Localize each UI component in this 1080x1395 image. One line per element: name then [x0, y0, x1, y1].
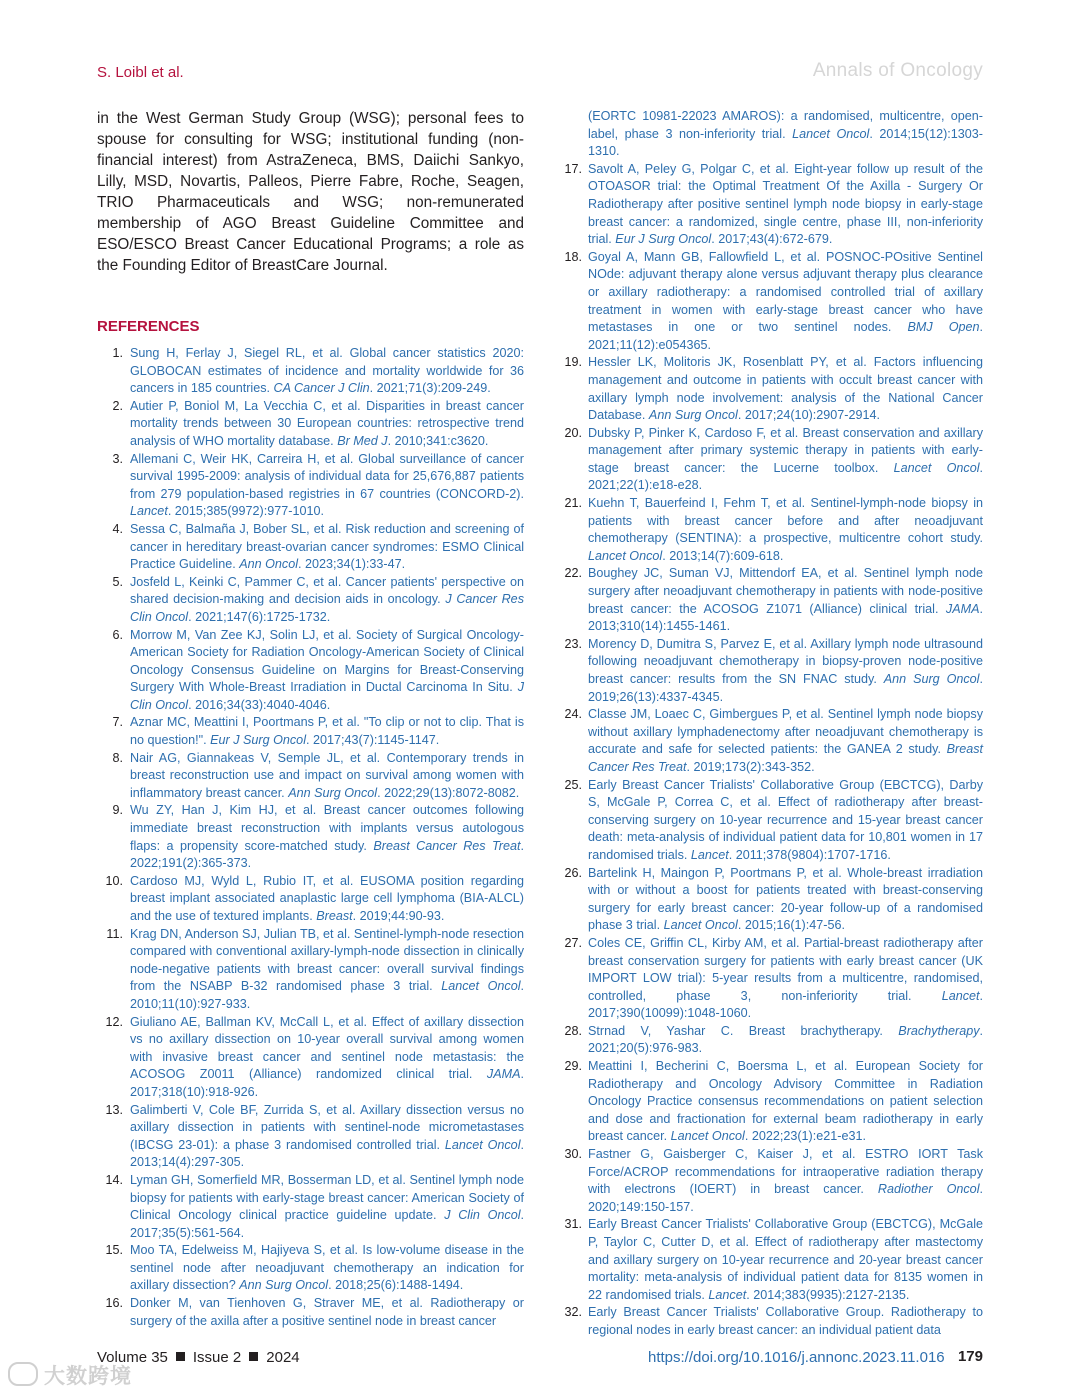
- reference-citation: . 2016;34(33):4040-4046.: [188, 697, 331, 712]
- reference-item[interactable]: [97, 345, 524, 398]
- references-heading: REFERENCES: [97, 318, 200, 335]
- reference-text: Autier P, Boniol M, La Vecchia C, et al. Disparities in breast cancer mortality trends between 30 European countries: retrospective trend analysis of WHO mortality database.: [130, 398, 524, 448]
- reference-number: 27.: [564, 935, 582, 950]
- reference-number: 22.: [564, 566, 582, 581]
- reference-list-right-items: [560, 161, 983, 1340]
- footer-volume: Volume 35: [97, 1349, 168, 1366]
- watermark-logo-icon: [8, 1362, 38, 1386]
- reference-item[interactable]: [97, 750, 524, 803]
- reference-text: Early Breast Cancer Trialists' Collaborative Group (EBCTCG), Darby S, McGale P, Correa C, et al. Effect of radiotherapy after breast-conserving surgery on 10-year recurrence and 15-year breast cancer death: meta-analysis of individual patient data for 10,801 women in 17 randomised trials.: [588, 777, 983, 862]
- reference-item[interactable]: [97, 627, 524, 715]
- reference-item[interactable]: [97, 574, 524, 627]
- reference-item[interactable]: [560, 161, 983, 249]
- reference-text: Coles CE, Griffin CL, Kirby AM, et al. Partial-breast radiotherapy after breast conservation surgery for patients with early breast cancer (UK IMPORT LOW trial): 5-year results from a multicentre, randomised, controlled, phase 3, non-inferiority trial.: [588, 935, 983, 1003]
- reference-citation: . 2019;44:90-93.: [352, 909, 445, 923]
- reference-citation: . 2022;191(2):365-373.: [130, 838, 524, 871]
- reference-item[interactable]: [560, 354, 983, 424]
- reference-item[interactable]: [97, 1172, 524, 1242]
- reference-journal: Br Med J: [337, 433, 388, 448]
- reference-citation: . 2021;11(12):e054365.: [588, 320, 983, 352]
- reference-number: 4.: [112, 521, 123, 536]
- reference-number: 30.: [564, 1147, 582, 1162]
- reference-number: 14.: [105, 1172, 123, 1187]
- reference-journal: BMJ Open: [907, 320, 980, 335]
- reference-item[interactable]: [560, 565, 983, 635]
- reference-text: Josfeld L, Keinki C, Pammer C, et al. Cancer patients' perspective on shared decision-making and decision aids in oncology.: [130, 574, 524, 607]
- reference-number: 20.: [564, 425, 582, 440]
- reference-citation: . 2013;310(14):1455-1461.: [588, 601, 983, 634]
- right-column: [560, 108, 983, 1340]
- page-number: 179: [957, 1348, 983, 1365]
- left-column: [97, 108, 524, 1330]
- reference-list-right: [560, 108, 983, 161]
- reference-item[interactable]: [97, 926, 524, 1014]
- square-bullet-icon: [249, 1352, 258, 1361]
- reference-item[interactable]: [560, 1058, 983, 1146]
- reference-number: 25.: [564, 777, 582, 792]
- reference-journal: Breast Cancer Res Treat: [373, 838, 521, 853]
- reference-citation: . 2022;23(1):e21-e31.: [744, 1129, 866, 1144]
- reference-journal: JAMA: [945, 601, 980, 616]
- reference-text: Cardoso MJ, Wyld L, Rubio IT, et al. EUSOMA position regarding breast implant associated anaplastic large cell lymphoma (BIA-ALCL) and the use of textured implants.: [130, 873, 524, 923]
- reference-item[interactable]: [97, 1295, 524, 1330]
- reference-item[interactable]: [97, 521, 524, 574]
- reference-citation: . 2017;390(10099):1048-1060.: [588, 988, 983, 1021]
- footer-doi-link[interactable]: https://doi.org/10.1016/j.annonc.2023.11.016: [648, 1349, 945, 1366]
- reference-citation: . 2019;173(2):343-352.: [686, 759, 815, 774]
- reference-item[interactable]: [560, 425, 983, 495]
- reference-journal: J Clin Oncol: [130, 680, 524, 712]
- footer-year: 2024: [266, 1349, 300, 1366]
- reference-item[interactable]: [560, 865, 983, 935]
- reference-number: 29.: [564, 1059, 582, 1074]
- reference-number: 12.: [105, 1014, 123, 1029]
- reference-item[interactable]: [560, 935, 983, 1023]
- reference-text: Early Breast Cancer Trialists' Collaborative Group (EBCTCG), McGale P, Taylor C, Cutter D, et al. Effect of radiotherapy after mastectomy and axillary surgery on 10-year recurrence and 20-year breast cancer mortality: meta-analysis of individual patient data for 8135 women in 22 randomised trials.: [588, 1217, 983, 1302]
- reference-citation: . 2015;16(1):47-56.: [737, 918, 845, 933]
- reference-journal: Radiother Oncol: [877, 1182, 980, 1197]
- reference-journal: Breast Cancer Res Treat: [588, 742, 983, 774]
- reference-text: Nair AG, Giannakeas V, Semple JL, et al. Contemporary trends in breast reconstruction use and impact on survival among women with inflammatory breast cancer.: [130, 750, 524, 800]
- reference-item[interactable]: [560, 1304, 983, 1339]
- reference-citation: . 2013;14(7):609-618.: [662, 548, 784, 563]
- reference-item[interactable]: [560, 1023, 983, 1058]
- reference-number: 2.: [112, 398, 123, 413]
- reference-text: Early Breast Cancer Trialists' Collaborative Group. Radiotherapy to regional nodes in early breast cancer: an individual patient data: [588, 1305, 983, 1337]
- reference-journal: Lancet Oncol: [588, 548, 663, 563]
- reference-text: Meattini I, Becherini C, Boersma L, et al. European Society for Radiotherapy and Oncology Advisory Committee in Radiation Oncology Practice consensus recommendations on patient selection and dose and fractionation for external beam radiotherapy in early breast cancer.: [588, 1059, 983, 1144]
- reference-citation: . 2021;22(1):e18-e28.: [588, 460, 983, 493]
- reference-number: 7.: [112, 715, 123, 730]
- reference-number: 16.: [105, 1296, 123, 1311]
- reference-journal: CA Cancer J Clin: [273, 381, 370, 396]
- reference-journal: Brachytherapy: [898, 1023, 980, 1038]
- reference-item[interactable]: [97, 398, 524, 451]
- reference-number: 21.: [564, 496, 582, 511]
- reference-journal: Lancet: [130, 504, 168, 519]
- reference-text: Bartelink H, Maingon P, Poortmans P, et al. Whole-breast irradiation with or without a boost for patients treated with breast-conserving surgery for early breast cancer: 20-year follow-up of a randomised phase 3 trial.: [588, 865, 983, 933]
- reference-journal: Eur J Surg Oncol: [210, 733, 306, 748]
- reference-text: Kuehn T, Bauerfeind I, Fehm T, et al. Sentinel-lymph-node biopsy in patients with breast cancer before and after neoadjuvant chemotherapy (SENTINA): a prospective, multicentre cohort study.: [588, 496, 983, 546]
- reference-journal: Lancet Oncol: [893, 460, 980, 475]
- watermark: [8, 1360, 132, 1390]
- reference-text: Fastner G, Gaisberger C, Kaiser J, et al. ESTRO IORT Task Force/ACROP recommendations for intraoperative radiation therapy with electrons (IOERT) in breast cancer.: [588, 1147, 983, 1197]
- reference-journal: Ann Oncol: [239, 557, 299, 572]
- reference-item[interactable]: [97, 1014, 524, 1102]
- reference-citation: . 2017;43(4):672-679.: [711, 232, 833, 247]
- reference-journal: Ann Surg Oncol: [288, 785, 378, 800]
- reference-text: Classe JM, Loaec C, Gimbergues P, et al. Sentinel lymph node biopsy without axillary lymphadenectomy after neoadjuvant chemotherapy is accurate and safe for selected patients: the GANEA 2 study.: [588, 707, 983, 757]
- reference-number: 5.: [112, 574, 123, 589]
- reference-citation: . 2021;20(5):976-983.: [588, 1023, 983, 1056]
- reference-text: Giuliano AE, Ballman KV, McCall L, et al. Effect of axillary dissection vs no axillary dissection on 10-year overall survival among women with invasive breast cancer and sentinel node metastasis: the ACOSOG Z0011 (Alliance) randomized clinical trial.: [130, 1014, 524, 1082]
- footer-issue: Issue 2: [192, 1349, 242, 1366]
- reference-number: 13.: [105, 1102, 123, 1117]
- reference-text: Goyal A, Mann GB, Fallowfield L, et al. POSNOC-POsitive Sentinel NOde: adjuvant therapy alone versus adjuvant therapy plus clearance or axillary radiotherapy: a randomised controlled trial of axillary treatment in women with early-stage breast cancer who have metastases in one or two sentinel nodes.: [588, 249, 983, 335]
- reference-number: 1.: [112, 346, 123, 360]
- reference-item[interactable]: [97, 802, 524, 872]
- reference-number: 11.: [106, 926, 123, 941]
- reference-number: 3.: [112, 451, 123, 466]
- reference-citation: . 2017;24(10):2907-2914.: [737, 408, 880, 423]
- reference-citation: . 2013;14(4):297-305.: [130, 1137, 524, 1170]
- reference-citation: . 2010;11(10):927-933.: [130, 979, 524, 1011]
- reference-text: Hessler LK, Molitoris JK, Rosenblatt PY, et al. Factors influencing management and outcome in patients with occult breast cancer with axillary lymph node involvement: analysis of the National Cancer Database.: [588, 355, 983, 423]
- reference-number: 19.: [564, 355, 582, 370]
- reference-journal: Lancet: [708, 1287, 747, 1302]
- reference-journal: Lancet Oncol: [444, 1137, 521, 1152]
- disclosure-text: in the West German Study Group (WSG); personal fees to spouse for consulting for WSG; institutional funding (non-financial interest) from AstraZeneca, BMS, Daiichi Sankyo, Lilly, MSD, Novartis, Palleos, Pierre Fabre, Roche, Seagen, TRIO Pharmaceuticals and WSG; non-remunerated membership of AGO Breast Guideline Committee and ESO/ESCO Breast Cancer Educational Programs; a role as the Founding Editor of BreastCare Journal.: [97, 110, 524, 274]
- reference-item[interactable]: [97, 1102, 524, 1172]
- reference-journal: Lancet Oncol: [663, 918, 738, 933]
- reference-citation: . 2011;378(9804):1707-1716.: [728, 847, 891, 862]
- reference-text: Boughey JC, Suman VJ, Mittendorf EA, et al. Sentinel lymph node surgery after neoadjuvant chemotherapy in patients with node-positive breast cancer: the ACOSOG Z1071 (Alliance) clinical trial.: [588, 566, 983, 616]
- reference-item[interactable]: [560, 495, 983, 565]
- reference-item[interactable]: [97, 1242, 524, 1295]
- reference-text: Donker M, van Tienhoven G, Straver ME, et al. Radiotherapy or surgery of the axilla after a positive sentinel node in breast cancer: [130, 1296, 524, 1328]
- reference-number: 23.: [564, 636, 582, 651]
- reference-citation: . 2022;29(13):8072-8082.: [377, 785, 520, 800]
- reference-citation: . 2023;34(1):33-47.: [298, 557, 406, 572]
- reference-citation: . 2021;147(6):1725-1732.: [188, 609, 331, 624]
- reference-item[interactable]: [97, 873, 524, 926]
- reference-citation: . 2018;25(6):1488-1494.: [328, 1278, 464, 1293]
- reference-number: 9.: [112, 803, 123, 818]
- reference-item[interactable]: [560, 636, 983, 706]
- reference-text: Krag DN, Anderson SJ, Julian TB, et al. Sentinel-lymph-node resection compared with conventional axillary-lymph-node dissection in clinically node-negative patients with breast cancer: overall survival findings from the NSABP B-32 randomised phase 3 trial.: [130, 926, 524, 994]
- reference-16-continued[interactable]: (EORTC 10981-22023 AMAROS): a randomised, multicentre, open-label, phase 3 non-inferiority trial. Lancet Oncol. 2014;15(12):1303-1310.: [588, 109, 983, 159]
- reference-text: Savolt A, Peley G, Polgar C, et al. Eight-year follow up result of the OTOASOR trial: the Optimal Treatment Of the Axilla - Surgery Or Radiotherapy after positive sentinel lymph node biopsy in early-stage breast cancer: a randomized, single centre, phase III, non-inferiority trial.: [588, 161, 983, 247]
- reference-citation: . 2019;26(13):4337-4345.: [588, 672, 983, 704]
- reference-number: 18.: [564, 249, 582, 264]
- reference-text: Dubsky P, Pinker K, Cardoso F, et al. Breast conservation and axillary management after primary systemic therapy in patients with early-stage breast cancer: the Lucerne toolbox.: [588, 425, 983, 475]
- square-bullet-icon: [176, 1352, 185, 1361]
- reference-citation: . 2021;71(3):209-249.: [369, 381, 491, 396]
- reference-item[interactable]: [560, 249, 983, 355]
- reference-number: 24.: [564, 707, 582, 722]
- reference-citation: . 2017;43(7):1145-1147.: [306, 733, 440, 748]
- reference-item[interactable]: [97, 714, 524, 749]
- reference-number: 15.: [105, 1243, 123, 1258]
- reference-journal: Eur J Surg Oncol: [615, 232, 712, 247]
- reference-journal: Ann Surg Oncol: [883, 672, 980, 686]
- reference-text: Lyman GH, Somerfield MR, Bosserman LD, et al. Sentinel lymph node biopsy for patients with early-stage breast cancer: American Society of Clinical Oncology clinical practice guideline update.: [130, 1172, 524, 1223]
- reference-text: Sessa C, Balmaña J, Bober SL, et al. Risk reduction and screening of cancer in hereditary breast-ovarian cancer syndromes: ESMO Clinical Practice Guideline.: [130, 521, 524, 572]
- reference-citation: . 2010;341:c3620.: [387, 433, 489, 448]
- reference-citation: . 2017;35(5):561-564.: [130, 1208, 524, 1240]
- reference-journal: Lancet Oncol: [670, 1129, 745, 1144]
- reference-number: 32.: [564, 1305, 582, 1320]
- reference-item[interactable]: [560, 1216, 983, 1304]
- reference-journal: J Clin Oncol: [444, 1208, 521, 1223]
- reference-text: Allemani C, Weir HK, Carreira H, et al. Global surveillance of cancer survival 1995-2009: analysis of individual data for 25,676,887 patients from 279 population-based registries in 67 countries (CONCORD-2).: [130, 451, 524, 501]
- running-head-author: S. Loibl et al.: [97, 64, 184, 81]
- reference-journal: Ann Surg Oncol: [648, 408, 738, 423]
- reference-journal: Ann Surg Oncol: [239, 1278, 329, 1293]
- reference-text: Moo TA, Edelweiss M, Hajiyeva S, et al. Is low-volume disease in the sentinel node after neoadjuvant chemotherapy an indication for axillary dissection?: [130, 1243, 524, 1293]
- reference-journal: J Cancer Res Clin Oncol: [130, 592, 524, 624]
- reference-number: 31.: [564, 1217, 582, 1232]
- reference-number: 26.: [564, 865, 582, 880]
- reference-text: Sung H, Ferlay J, Siegel RL, et al. Global cancer statistics 2020: GLOBOCAN estimates of incidence and mortality worldwide for 36 cancers in 185 countries.: [130, 346, 524, 396]
- reference-text: Wu ZY, Han J, Kim HJ, et al. Breast cancer outcomes following immediate breast reconstruction with implants versus autologous flaps: a propensity score-matched study.: [130, 803, 524, 853]
- reference-list-left: [97, 345, 524, 1330]
- reference-journal: Lancet Oncol: [441, 979, 521, 994]
- reference-journal: Breast: [316, 909, 353, 923]
- reference-text: Galimberti V, Cole BF, Zurrida S, et al. Axillary dissection versus no axillary dissection in patients with sentinel-node micrometastases (IBCSG 23-01): a phase 3 randomised controlled trial.: [130, 1102, 524, 1152]
- reference-item[interactable]: [560, 1146, 983, 1216]
- reference-number: 17.: [564, 161, 582, 176]
- reference-number: 6.: [112, 627, 123, 642]
- reference-number: 28.: [564, 1023, 582, 1038]
- reference-item[interactable]: [560, 777, 983, 865]
- reference-citation: . 2017;318(10):918-926.: [130, 1067, 524, 1099]
- running-head-journal: Annals of Oncology: [812, 60, 983, 81]
- reference-citation: . 2020;149:150-157.: [588, 1182, 983, 1214]
- reference-item[interactable]: [97, 451, 524, 521]
- reference-text: Morrow M, Van Zee KJ, Solin LJ, et al. Society of Surgical Oncology-American Society for Radiation Oncology-American Society of Clinical Oncology Consensus Guideline on Margins for Breast-Conserving Surgery With Whole-Breast Irradiation in Ductal Carcinoma In Situ.: [130, 627, 524, 695]
- reference-journal: JAMA: [486, 1067, 521, 1082]
- reference-citation: . 2015;385(9972):977-1010.: [167, 504, 324, 519]
- reference-text: Strnad V, Yashar C. Breast brachytherapy.: [588, 1023, 899, 1038]
- reference-journal: Lancet: [690, 847, 729, 862]
- reference-text: Aznar MC, Meattini I, Poortmans P, et al. "To clip or not to clip. That is no question!".: [130, 715, 524, 748]
- reference-text: Morency D, Dumitra S, Parvez E, et al. Axillary lymph node ultrasound following neoadjuvant chemotherapy in biopsy-proven node-positive breast cancer: results from the SN FNAC study.: [588, 636, 983, 686]
- reference-citation: . 2014;383(9935):2127-2135.: [746, 1287, 910, 1302]
- watermark-text: 大数跨境: [44, 1365, 132, 1388]
- reference-journal: Lancet: [941, 988, 980, 1003]
- reference-number: 10.: [105, 873, 123, 888]
- reference-number: 8.: [112, 750, 123, 765]
- reference-item[interactable]: [560, 706, 983, 776]
